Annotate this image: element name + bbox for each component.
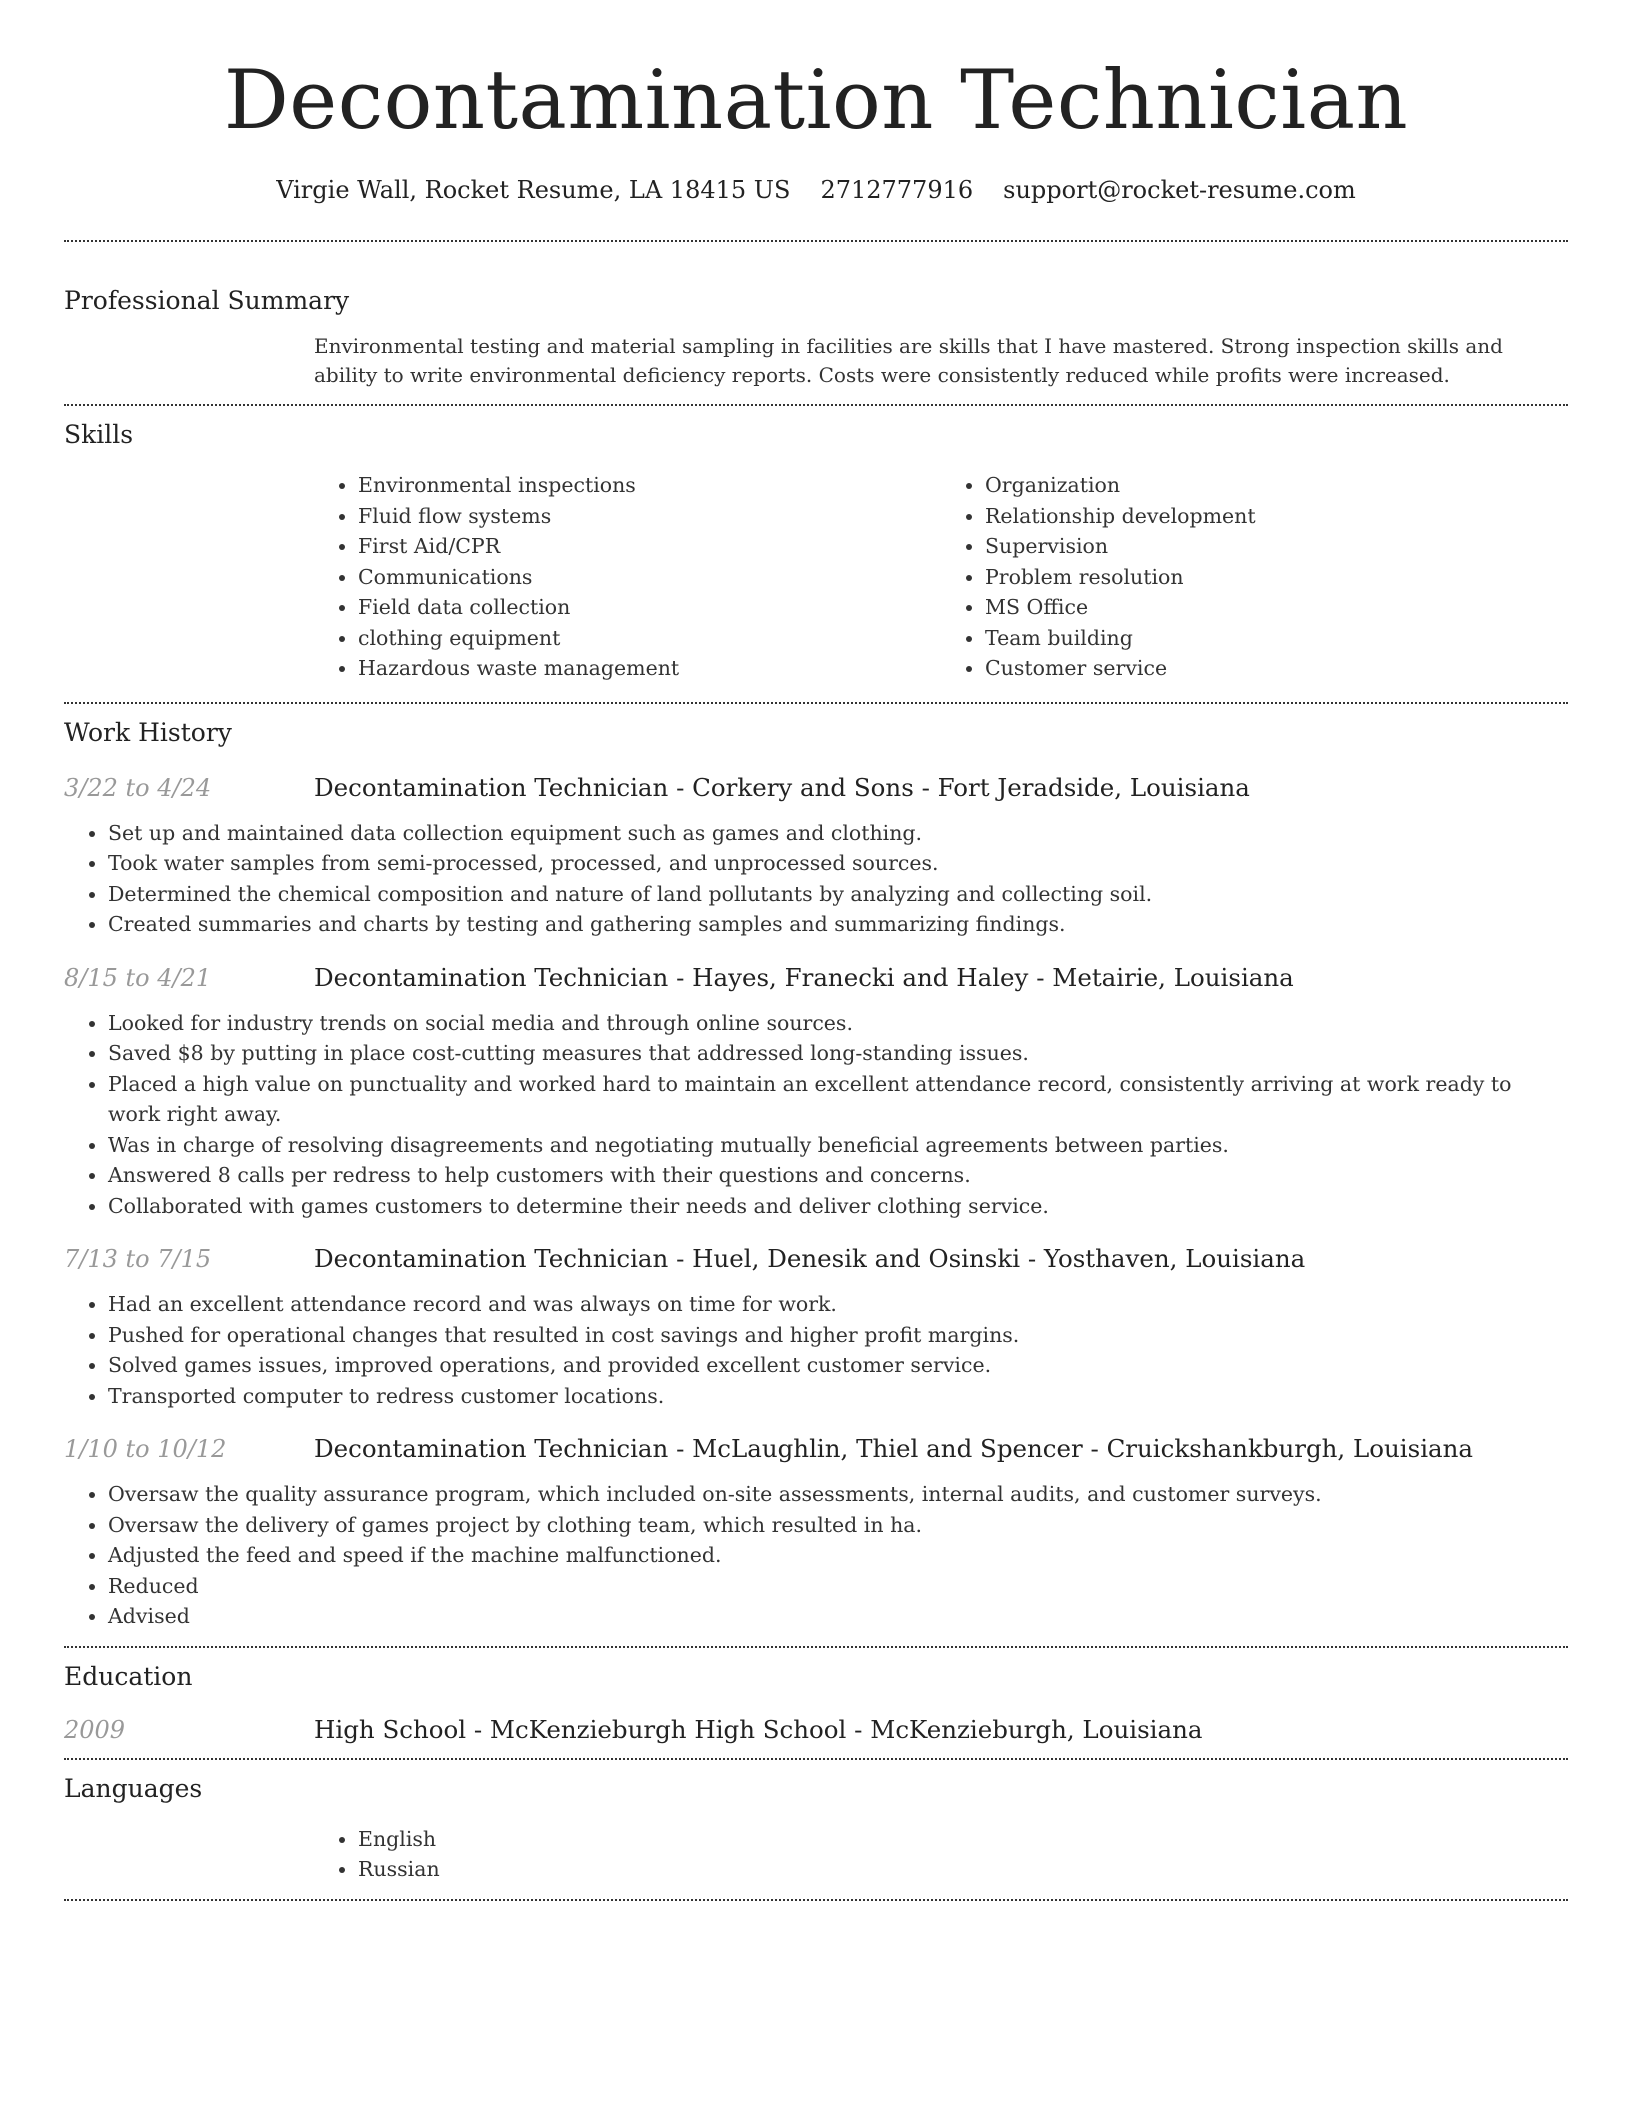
list-item: • Russian	[358, 1854, 1568, 1885]
summary-heading: Professional Summary	[64, 286, 350, 315]
skills-section	[64, 406, 1568, 702]
work-history-section	[64, 704, 1568, 1646]
job-bullets	[64, 818, 1568, 940]
list-item: • Problem resolution	[985, 562, 1568, 593]
job-bullets	[64, 1289, 1568, 1411]
list-item: • Reduced	[108, 1571, 1568, 1602]
list-item: • Created summaries and charts by testing and gathering samples and summarizing findings.	[108, 909, 1568, 940]
job-title: Decontamination Technician - Hayes, Franecki and Haley - Metairie, Louisiana	[314, 962, 1294, 992]
list-item: • Hazardous waste management	[358, 653, 941, 684]
job-header	[64, 1243, 1568, 1275]
list-item: • clothing equipment	[358, 623, 941, 654]
job-dates: 3/22 to 4/24	[64, 773, 212, 802]
list-item: • Collaborated with games customers to determine their needs and deliver clothing service.	[108, 1191, 1568, 1222]
contact-line	[64, 174, 1568, 206]
list-item: • Relationship development	[985, 501, 1568, 532]
job-bullets	[64, 1008, 1568, 1222]
work-history-heading: Work History	[64, 717, 232, 747]
resume-title: Decontamination Technician	[223, 54, 1409, 148]
skills-grid	[314, 470, 1568, 702]
list-item: • Environmental inspections	[358, 470, 941, 501]
list-item: • First Aid/CPR	[358, 531, 941, 562]
summary-section	[64, 242, 1568, 404]
list-item: • Had an excellent attendance record and was always on time for work.	[108, 1289, 1568, 1320]
job-bullets	[64, 1479, 1568, 1632]
list-item: • Team building	[985, 623, 1568, 654]
list-item: • Field data collection	[358, 592, 941, 623]
education-section	[64, 1648, 1568, 1758]
list-item: • Fluid flow systems	[358, 501, 941, 532]
contact-email: support@rocket-resume.com	[1003, 176, 1356, 204]
list-item: • Looked for industry trends on social media and through online sources.	[108, 1008, 1568, 1039]
list-item: • Saved $8 by putting in place cost-cutting measures that addressed long-standing issues.	[108, 1038, 1568, 1069]
list-item: • Set up and maintained data collection equipment such as games and clothing.	[108, 818, 1568, 849]
job-dates: 1/10 to 10/12	[64, 1435, 227, 1463]
job-title: Decontamination Technician - McLaughlin, Thiel and Spencer - Cruickshankburgh, Louisiana	[314, 1434, 1474, 1463]
languages-section	[64, 1760, 1568, 1899]
job-dates: 8/15 to 4/21	[64, 963, 212, 992]
list-item: • Customer service	[985, 653, 1568, 684]
job-header	[64, 1433, 1568, 1465]
divider	[64, 1899, 1568, 1901]
job-entry	[64, 1433, 1568, 1646]
contact-phone: 2712777916	[820, 176, 974, 204]
list-item: • Determined the chemical composition and nature of land pollutants by analyzing and collecting soil.	[108, 879, 1568, 910]
job-entry	[64, 772, 1568, 940]
skills-heading: Skills	[64, 420, 134, 449]
job-entry	[64, 1243, 1568, 1411]
list-item: • Answered 8 calls per redress to help customers with their questions and concerns.	[108, 1160, 1568, 1191]
list-item: • Was in charge of resolving disagreements and negotiating mutually beneficial agreements between parties.	[108, 1130, 1568, 1161]
list-item: • Placed a high value on punctuality and worked hard to maintain an excellent attendance record, consistently arriving at work ready to work right away.	[108, 1069, 1568, 1130]
list-item: • Pushed for operational changes that resulted in cost savings and higher profit margins.	[108, 1320, 1568, 1351]
job-title: Decontamination Technician - Corkery and Sons - Fort Jeradside, Louisiana	[314, 772, 1250, 802]
job-entry	[64, 962, 1568, 1222]
list-item: • Organization	[985, 470, 1568, 501]
list-item: • Transported computer to redress customer locations.	[108, 1381, 1568, 1412]
languages-list	[314, 1824, 1568, 1899]
job-header	[64, 772, 1568, 804]
skills-list-left	[314, 470, 941, 684]
education-heading: Education	[64, 1661, 193, 1691]
contact-address: Virgie Wall, Rocket Resume, LA 18415 US	[276, 176, 791, 204]
list-item: • Took water samples from semi-processed, processed, and unprocessed sources.	[108, 848, 1568, 879]
job-dates: 7/13 to 7/15	[64, 1245, 212, 1273]
education-title: High School - McKenzieburgh High School - McKenzieburgh, Louisiana	[314, 1714, 1203, 1744]
education-year: 2009	[64, 1715, 126, 1744]
list-item: • Communications	[358, 562, 941, 593]
list-item: • Oversaw the delivery of games project by clothing team, which resulted in ha.	[108, 1510, 1568, 1541]
summary-text: Environmental testing and material sampling in facilities are skills that I have mastered. Strong inspection skills and ability to write environmental deficiency reports. Costs were consistently reduced while profits were increased.	[314, 334, 1503, 387]
skills-list-right	[941, 470, 1568, 684]
list-item: • Advised	[108, 1601, 1568, 1632]
list-item: • Oversaw the quality assurance program, which included on-site assessments, internal audits, and customer surveys.	[108, 1479, 1568, 1510]
languages-heading: Languages	[64, 1773, 203, 1803]
education-entry	[64, 1714, 1568, 1758]
job-header	[64, 962, 1568, 994]
list-item: • MS Office	[985, 592, 1568, 623]
job-title: Decontamination Technician - Huel, Denesik and Osinski - Yosthaven, Louisiana	[314, 1244, 1306, 1273]
list-item: • Solved games issues, improved operations, and provided excellent customer service.	[108, 1350, 1568, 1381]
list-item: • Adjusted the feed and speed if the machine malfunctioned.	[108, 1540, 1568, 1571]
list-item: • English	[358, 1824, 1568, 1855]
list-item: • Supervision	[985, 531, 1568, 562]
